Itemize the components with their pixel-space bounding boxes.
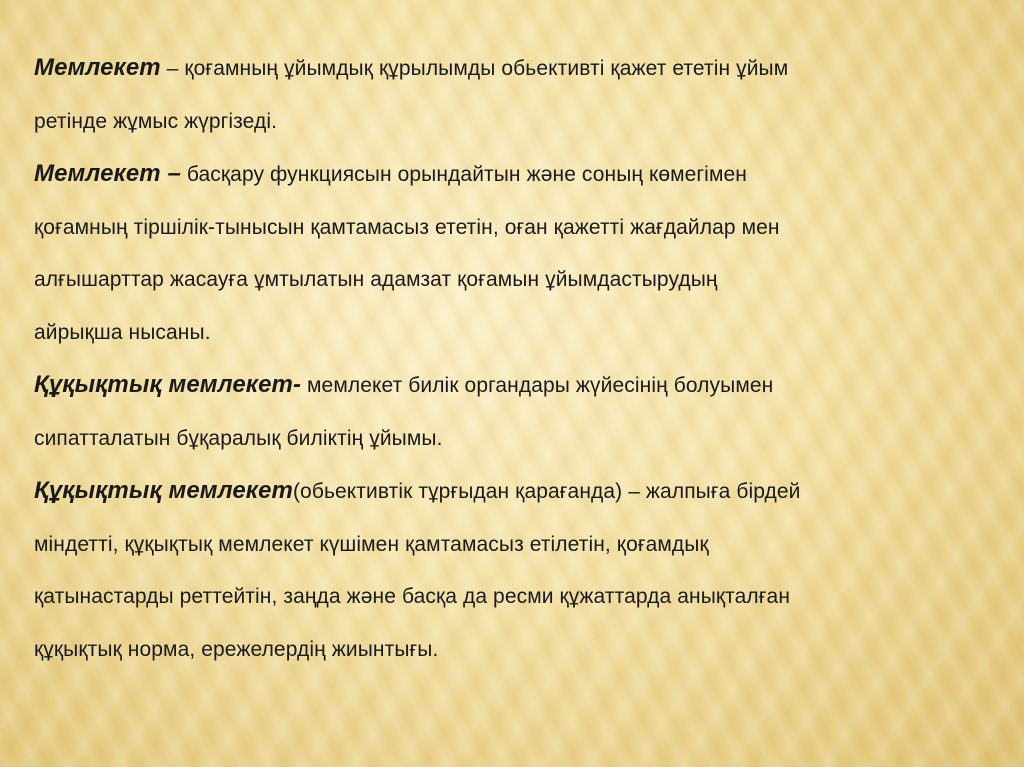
definition-term-2: Мемлекет – <box>34 160 181 187</box>
definition-text-line: құқықтық норма, ережелердің жиынтығы. <box>34 637 439 661</box>
definition-text-line: айрықша нысаны. <box>34 320 211 344</box>
definition-term-1: Мемлекет <box>34 54 161 81</box>
definition-term-3: Құқықтық мемлекет- <box>34 371 302 398</box>
definition-text-line: басқару функциясын орындайтын және соның көмегімен <box>180 163 747 186</box>
definition-text-line: – қоғамның ұйымдық құрылымды обьективті қажет ететін ұйым <box>160 57 789 80</box>
definition-text-line: қоғамның тіршілік-тынысын қамтамасыз ететін, оған қажетті жағдайлар мен <box>34 215 780 239</box>
definition-text-line: алғышарттар жасауға ұмтылатын адамзат қоғамын ұйымдастырудың <box>34 268 718 291</box>
definition-paragraph-2 <box>34 148 994 359</box>
definition-text-line: қатынастарды реттейтін, заңда және басқа да ресми құжаттарда анықталған <box>34 585 791 608</box>
definition-text-line: (обьективтік тұрғыдан қарағанда) – жалпыға бірдей <box>292 480 801 503</box>
definition-paragraph-4 <box>34 465 994 676</box>
definition-text-line: ретінде жұмыс жүргізеді. <box>34 109 278 133</box>
slide-content <box>34 42 994 676</box>
definition-paragraph-1 <box>34 42 994 148</box>
definition-text-line: мемлекет билік органдары жүйесінің болуымен <box>301 374 774 397</box>
definition-text-line: міндетті, құқықтық мемлекет күшімен қамтамасыз етілетін, қоғамдық <box>34 532 709 556</box>
definition-term-4: Құқықтық мемлекет <box>34 477 293 504</box>
definition-paragraph-3 <box>34 359 994 465</box>
definition-text-line: сипатталатын бұқаралық биліктің ұйымы. <box>34 426 443 450</box>
